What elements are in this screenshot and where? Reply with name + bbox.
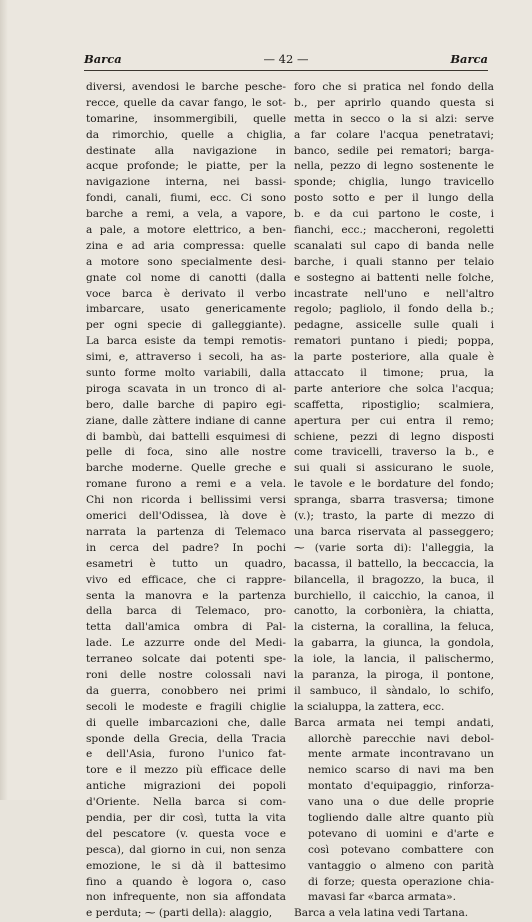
left-column-line: in cerca del padre? In pochi xyxy=(86,541,286,554)
right-column-line: incastrate nell'uno e nell'altro xyxy=(294,287,494,300)
left-column-line: terraneo solcate dai potenti spe- xyxy=(86,653,286,666)
right-column-line: come travicelli, traverso la b., e xyxy=(294,446,494,459)
left-column-line: e dell'Asia, furono l'unico fat- xyxy=(86,748,286,761)
left-column-line: fondi, canali, fiumi, ecc. Ci sono xyxy=(86,192,286,205)
right-column-line: bacassa, il battello, la beccaccia, la xyxy=(294,557,494,570)
left-column-line: della barca di Telemaco, pro- xyxy=(86,605,286,618)
right-column-line: vantaggio o almeno con parità xyxy=(308,859,494,872)
right-column-line: a far colare l'acqua penetratavi; xyxy=(294,128,494,141)
left-column-line: Chi non ricorda i bellissimi versi xyxy=(86,494,286,507)
left-column-line: bero, dalle barche di papiro egi- xyxy=(86,398,286,411)
right-column-line: montato d'equipaggio, rinforza- xyxy=(308,780,494,793)
right-column-line: mente armate incontravano un xyxy=(308,748,494,761)
right-column-line: il sambuco, il sàndalo, lo schifo, xyxy=(294,684,494,697)
left-column-line: sunto forme molto variabili, dalla xyxy=(86,367,286,380)
right-column-line: Barca a vela latina vedi Tartana. xyxy=(294,907,469,920)
left-column-line: di quelle imbarcazioni che, dalle xyxy=(86,716,286,729)
left-text-column xyxy=(86,80,286,922)
right-column-line: le tavole e le bordature del fondo; xyxy=(294,478,494,491)
right-column-line: metta in secco o la si alzi: serve xyxy=(294,112,494,125)
right-column-line: la parte posteriore, alla quale è xyxy=(294,351,494,364)
right-text-column xyxy=(294,80,494,922)
left-column-line: da guerra, conobbero nei primi xyxy=(86,684,286,697)
right-column-line: pedagne, assicelle sulle quali i xyxy=(294,319,494,332)
right-column-line: la cisterna, la corallina, la feluca, xyxy=(294,621,494,634)
right-column-line: potevano di uomini e d'arte e xyxy=(308,827,494,840)
left-column-line: lade. Le azzurre onde del Medi- xyxy=(86,637,286,650)
left-column-line: destinate alla navigazione in xyxy=(86,144,286,157)
left-column-line: non infrequente, non sia affondata xyxy=(86,891,286,904)
left-column-line: La barca esiste da tempi remotis- xyxy=(86,335,286,348)
left-column-line: barche a remi, a vela, a vapore, xyxy=(86,208,286,221)
right-column-line: nella, pezzo di legno sostenente le xyxy=(294,160,494,173)
left-column-line: romane furono a remi e a vela. xyxy=(86,478,286,491)
right-column-line: la gabarra, la giunca, la gondola, xyxy=(294,637,494,650)
left-column-line: acque profonde; le piatte, per la xyxy=(86,160,286,173)
right-column-line: (v.); trasto, la parte di mezzo di xyxy=(294,510,494,523)
left-column-line: pesca), dal giorno in cui, non senza xyxy=(86,843,286,856)
page-gutter-shadow xyxy=(0,0,8,800)
left-column-line: del pescatore (v. questa voce e xyxy=(86,827,286,840)
left-column-line: voce barca è derivato il verbo xyxy=(86,287,286,300)
right-column-line: scanalati sul capo di banda nelle xyxy=(294,239,494,252)
left-column-line: senta la manovra e la partenza xyxy=(86,589,286,602)
left-column-line: simi, e, attraverso i secoli, ha as- xyxy=(86,351,286,364)
header-left-word: Barca xyxy=(84,52,122,66)
left-column-line: sponde della Grecia, della Tracia xyxy=(86,732,286,745)
left-column-line: piroga scavata in un tronco di al- xyxy=(86,382,286,395)
right-column-line: vano una o due delle proprie xyxy=(308,796,494,809)
left-column-line: per ogni specie di galleggiante). xyxy=(86,319,286,332)
right-column-line: bilancella, il bragozzo, la buca, il xyxy=(294,573,494,586)
left-column-line: da rimorchio, quelle a chiglia, xyxy=(86,128,286,141)
right-column-line: parte anteriore che solca l'acqua; xyxy=(294,382,494,395)
right-column-line: canotto, la corbonièra, la chiatta, xyxy=(294,605,494,618)
left-column-line: narrata la partenza di Telemaco xyxy=(86,525,286,538)
page-number: — 42 — xyxy=(263,52,309,66)
left-column-line: tore e il mezzo più efficace delle xyxy=(86,764,286,777)
right-column-line: ⁓ (varie sorta di): l'alleggia, la xyxy=(294,541,494,554)
left-column-line: a motore sono specialmente desi- xyxy=(86,255,286,268)
running-header xyxy=(84,50,488,71)
left-column-line: ziane, dalle zàttere indiane di canne xyxy=(86,414,286,427)
right-column-line: spranga, sbarra trasversa; timone xyxy=(294,494,494,507)
right-column-line: la iole, la lancia, il palischermo, xyxy=(294,653,494,666)
left-column-line: pendia, per dir così, tutta la vita xyxy=(86,811,286,824)
left-column-line: tetta dall'amica ombra di Pal- xyxy=(86,621,286,634)
right-column-line: di forze; questa operazione chia- xyxy=(308,875,494,888)
right-column-line: così potevano combattere con xyxy=(308,843,494,856)
left-column-line: di bambù, dai battelli esquimesi di xyxy=(86,430,286,443)
left-column-line: tomarine, insommergibili, quelle xyxy=(86,112,286,125)
left-column-line: vivo ed efficace, che ci rappre- xyxy=(86,573,286,586)
left-column-line: omerici dell'Odissea, là dove è xyxy=(86,510,286,523)
header-right-word: Barca xyxy=(450,52,488,66)
right-column-line: la scialuppa, la zattera, ecc. xyxy=(294,700,445,713)
left-column-line: emozione, le si dà il battesimo xyxy=(86,859,286,872)
right-column-line: burchiello, il caicchio, la canoa, il xyxy=(294,589,494,602)
left-column-line: pelle di foca, sino alle nostre xyxy=(86,446,286,459)
left-column-line: e perduta; ⁓ (parti della): alaggio, xyxy=(86,907,273,920)
right-column-line: sponde; chiglia, lungo travicello xyxy=(294,176,494,189)
left-column-line: navigazione interna, nei bassi- xyxy=(86,176,286,189)
left-column-line: fino a quando è logora o, caso xyxy=(86,875,286,888)
right-column-line: sui quali si assicurano le suole, xyxy=(294,462,494,475)
left-column-line: esametri è tutto un quadro, xyxy=(86,557,286,570)
right-column-line: allorchè parecchie navi debol- xyxy=(308,732,494,745)
right-column-line: banco, sedile pei rematori; barga- xyxy=(294,144,494,157)
left-column-line: zina e ad aria compressa: quelle xyxy=(86,239,286,252)
left-column-line: diversi, avendosi le barche pesche- xyxy=(86,81,286,93)
right-column-line: una barca riservata al passeggero; xyxy=(294,525,494,538)
right-column-line: b. e da cui partono le coste, i xyxy=(294,208,494,221)
right-column-line: attaccato il timone; prua, la xyxy=(294,367,494,380)
right-column-line: foro che si pratica nel fondo della xyxy=(294,81,494,93)
left-column-line: secoli le modeste e fragili chiglie xyxy=(86,700,286,713)
left-column-line: imbarcare, usato genericamente xyxy=(86,303,286,316)
right-column-line: nemico scarso di navi ma ben xyxy=(308,764,494,777)
right-column-line: togliendo dalle altre quanto più xyxy=(308,811,494,824)
right-column-line: la paranza, la piroga, il pontone, xyxy=(294,668,494,681)
right-column-line: fianchi, ecc.; maccheroni, regoletti xyxy=(294,224,494,237)
left-column-line: barche moderne. Quelle greche e xyxy=(86,462,286,475)
left-column-line: a pale, a motore elettrico, a ben- xyxy=(86,224,286,237)
right-column-line: mavasi far «barca armata». xyxy=(308,891,456,904)
right-column-line: b., per aprirlo quando questa si xyxy=(294,96,494,109)
right-column-line: Barca armata nei tempi andati, xyxy=(294,716,494,729)
left-column-line: recce, quelle da cavar fango, le sot- xyxy=(86,96,286,109)
left-column-line: d'Oriente. Nella barca si com- xyxy=(86,796,286,809)
right-column-line: regolo; pagliolo, il fondo della b.; xyxy=(294,303,494,316)
right-column-line: e sostegno ai battenti nelle folche, xyxy=(294,271,494,284)
left-column-line: roni delle nostre colossali navi xyxy=(86,668,286,681)
right-column-line: rematori puntano i piedi; poppa, xyxy=(294,335,494,348)
left-column-line: antiche migrazioni dei popoli xyxy=(86,780,286,793)
right-column-line: schiene, pezzi di legno disposti xyxy=(294,430,494,443)
right-column-line: posto sotto e per il lungo della xyxy=(294,192,494,205)
right-column-line: barche, i quali stanno per telaio xyxy=(294,255,494,268)
right-column-line: apertura per cui entra il remo; xyxy=(294,414,494,427)
left-column-line: gnate col nome di canotti (dalla xyxy=(86,271,286,284)
right-column-line: scaffetta, ripostiglio; scalmiera, xyxy=(294,398,494,411)
